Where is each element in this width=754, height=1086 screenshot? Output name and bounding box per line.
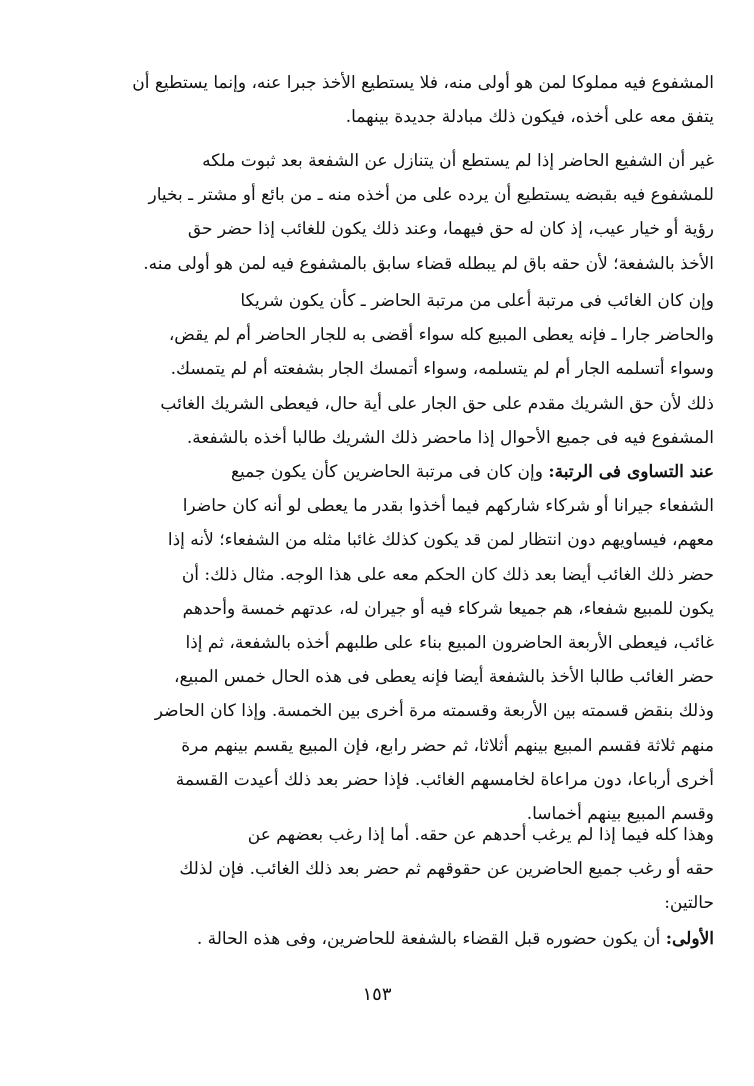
paragraph-3-text: وإن كان الغائب فى مرتبة أعلى من مرتبة الحاضر ـ كأن يكون شريكا والحاضر جارا ـ فإنه يعطى المبيع كله سواء أقضى به للجار الحاضر أم لم يقض، وسواء أتسلمه الجار أم لم يتسلمه، وسواء أتمسك الجار بشفعته أم لم يتمسك. ذلك لأن حق الشريك مقدم على حق الجار على أية حال، فيعطى الشريك الغائب المشفوع فيه فى جميع الأحوال إذا ماحضر ذلك الشريك طالبا أخذه بالشفعة. [160, 291, 714, 448]
paragraph-1-text: المشفوع فيه مملوكا لمن هو أولى منه، فلا يستطيع الأخذ جبرا عنه، وإنما يستطيع أن يتفق معه على أخذه، فيكون ذلك مبادلة جديدة بينهما. [132, 73, 714, 128]
paragraph-3 [104, 284, 714, 455]
paragraph-6 [104, 922, 714, 956]
paragraph-4-text: وإن كان فى مرتبة الحاضرين كأن يكون جميع الشفعاء جيرانا أو شركاء شاركهم فيما أخذوا بقدر ما يعطى لو أنه كان حاضرا معهم، فيساويهم دون انتظار لمن قد يكون كذلك غائبا مثله من الشفعاء؛ لأنه إذا حضر ذلك الغائب أيضا بعد ذلك كان الحكم معه على هذا الوجه. مثال ذلك: أن يكون للمبيع شفعاء، هم جميعا شركاء فيه أو جيران له، عدتهم خمسة وأحدهم غائب، فيعطى الأربعة الحاضرون المبيع بناء على طلبهم أخذه بالشفعة، ثم إذا حضر الغائب طالبا الأخذ بالشفعة أيضا فإنه يعطى فى هذه الحال خمس المبيع، وذلك بنقض قسمته بين الأربعة وقسمته مرة أخرى بين الخمسة. وإذا كان الحاضر منهم ثلاثة فقسم المبيع بينهم أثلاثا، ثم حضر رابع، فإن المبيع يقسم بينهم مرة أخرى أرباعا، دون مراعاة لخامسهم الغائب. فإذا حضر بعد ذلك أعيدت القسمة وقسم المبيع بينهم أخماسا. [154, 462, 714, 825]
paragraph-5-text: وهذا كله فيما إذا لم يرغب أحدهم عن حقه. أما إذا رغب بعضهم عن حقه أو رغب جميع الحاضرين عن حقوقهم ثم حضر بعد ذلك الغائب. فإن لذلك حالتين: [179, 825, 714, 914]
paragraph-4-heading: عند التساوى فى الرتبة: [548, 462, 714, 482]
paragraph-2 [104, 144, 714, 281]
paragraph-5 [104, 818, 714, 921]
paragraph-4 [104, 455, 714, 831]
paragraph-2-text: غير أن الشفيع الحاضر إذا لم يستطع أن يتنازل عن الشفعة بعد ثبوت ملكه للمشفوع فيه بقبضه يستطيع أن يرده على من أخذه منه ـ من بائع أو مشتر ـ بخيار رؤية أو خيار عيب، إذ كان له حق فيهما، وعند ذلك يكون للغائب إذا حضر حق الأخذ بالشفعة؛ لأن حقه باق لم يبطله قضاء سابق بالمشفوع فيه لمن هو أولى منه. [143, 151, 714, 274]
page-number: ١٥٣ [362, 984, 392, 1005]
paragraph-6-heading: الأولى: [665, 929, 714, 949]
paragraph-1 [104, 66, 714, 134]
paragraph-6-text: أن يكون حضوره قبل القضاء بالشفعة للحاضرين، وفى هذه الحالة . [196, 929, 661, 949]
